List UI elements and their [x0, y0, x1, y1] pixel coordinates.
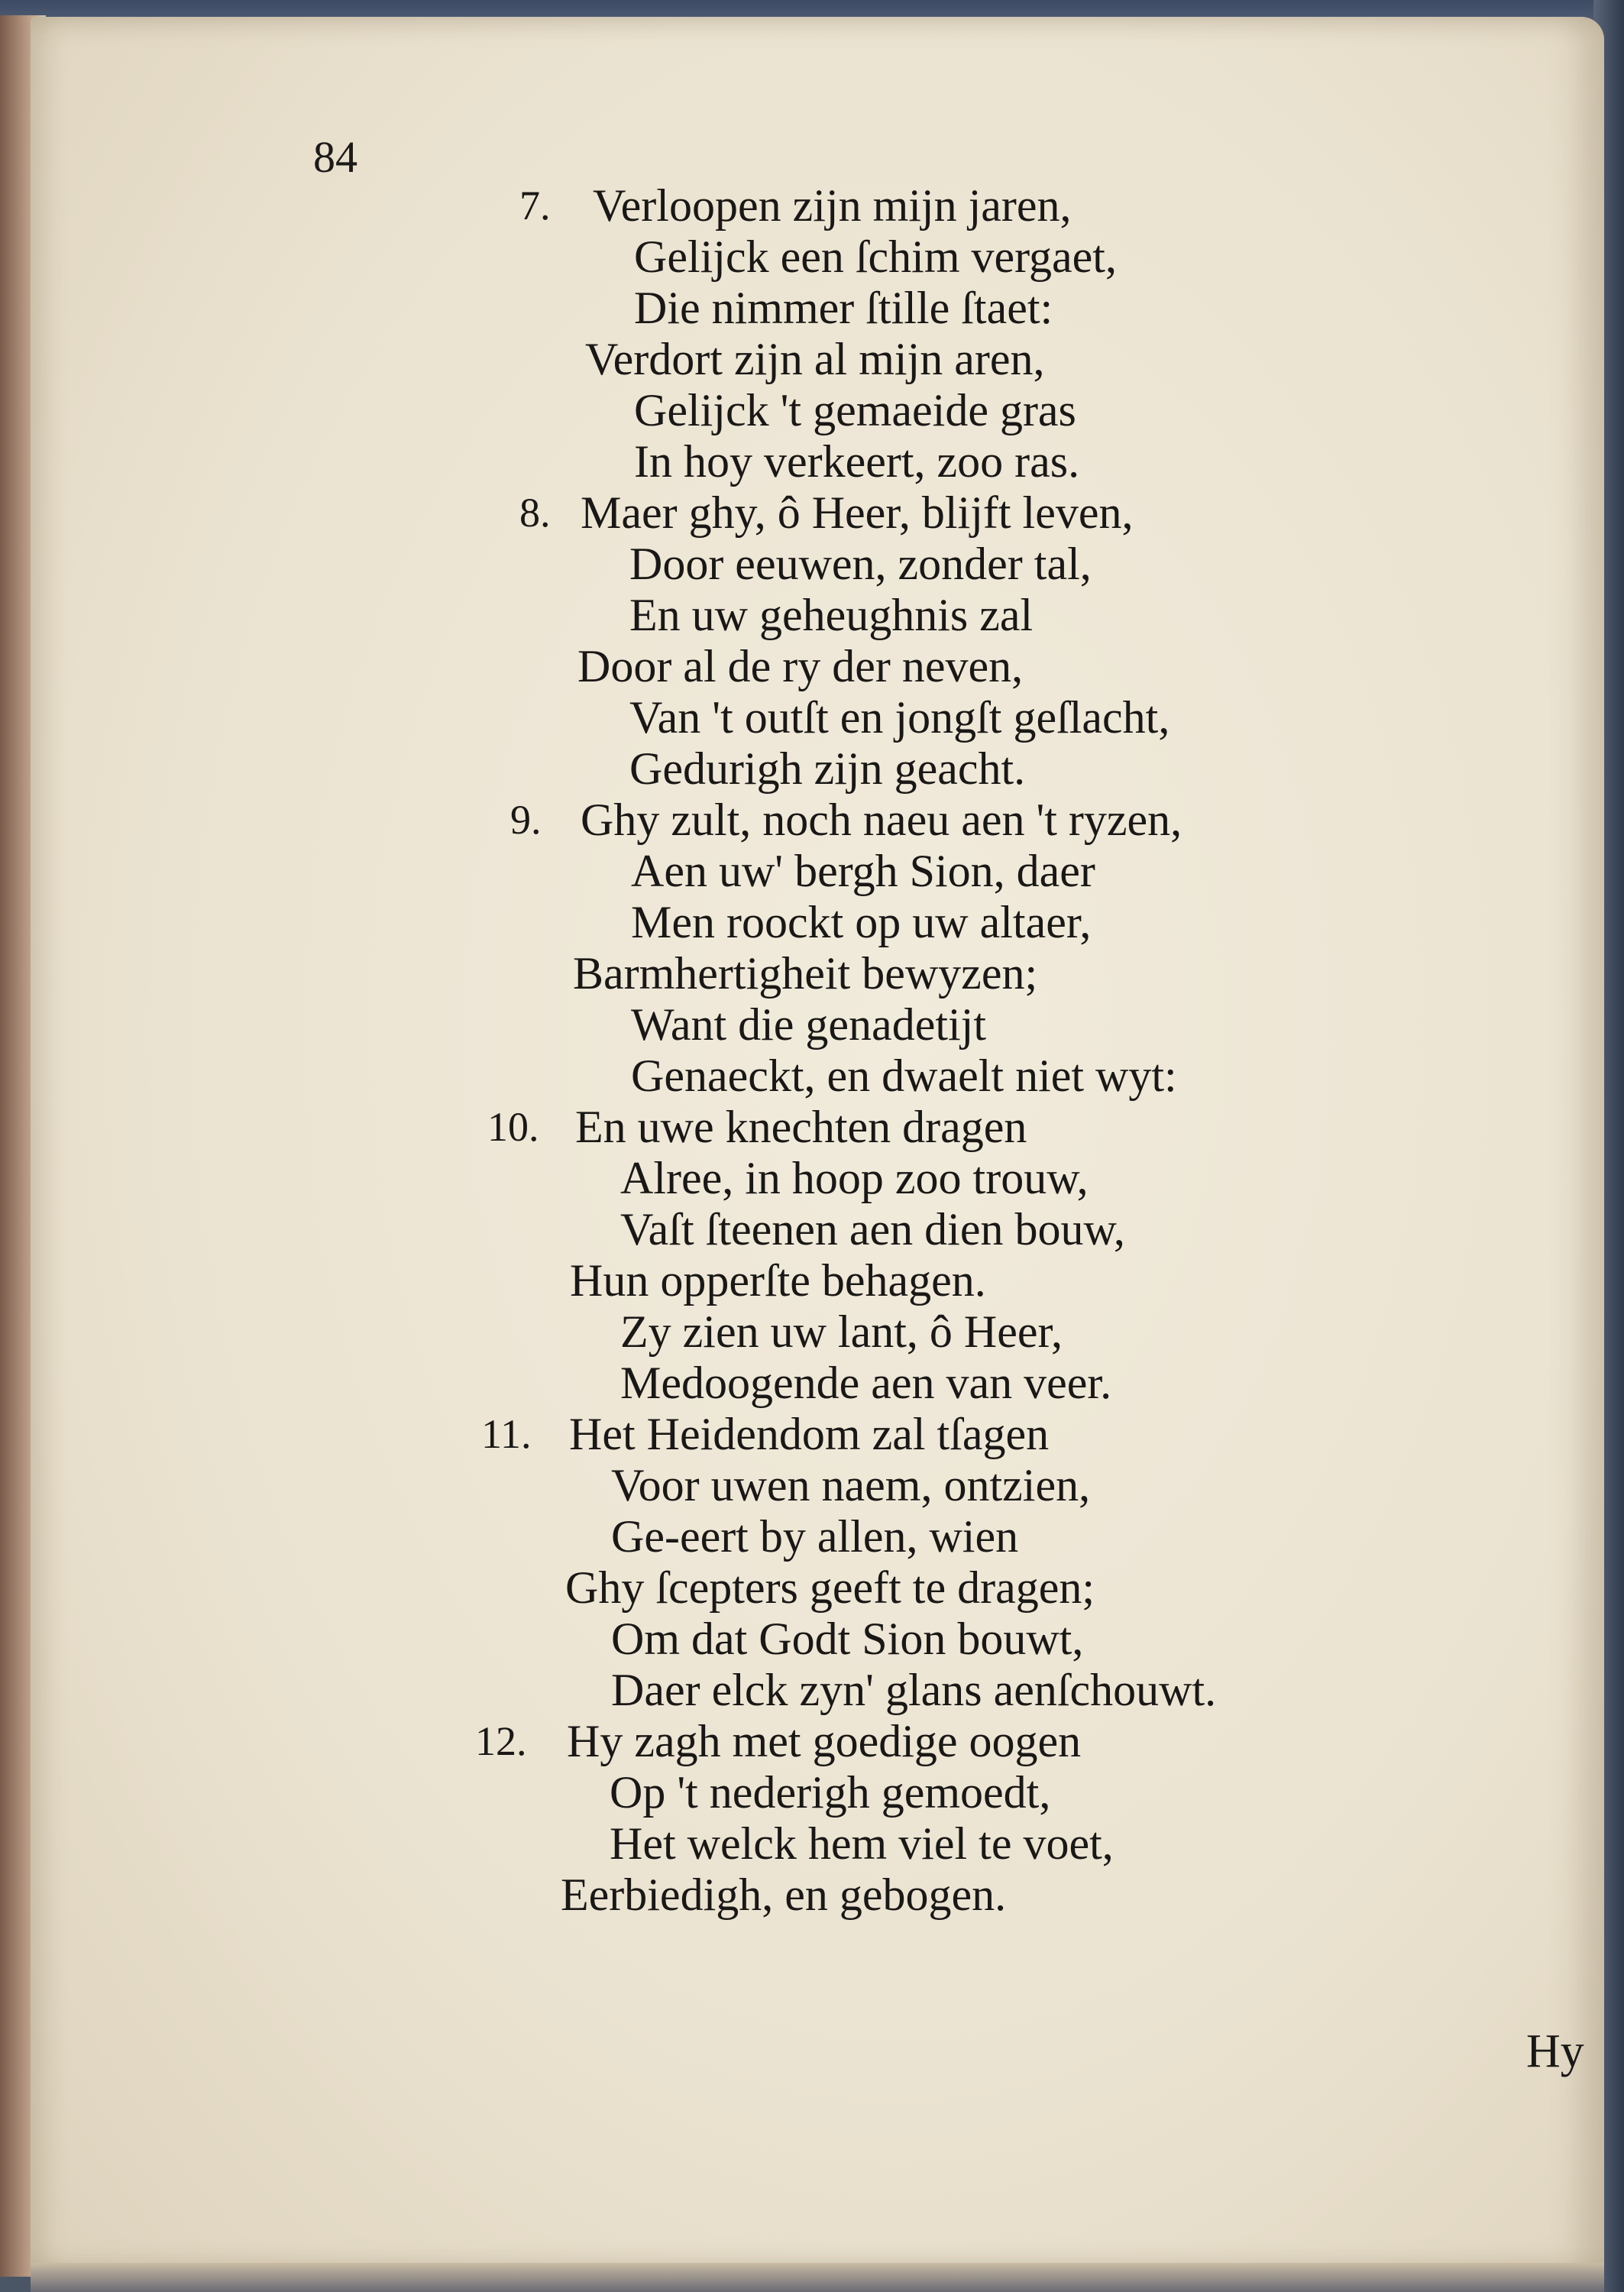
poem-line: Daer elck zyn' glans aenſchouwt. [611, 1665, 1217, 1715]
poem-line: Alree, in hoop zoo trouw, [620, 1153, 1089, 1203]
poem-line: Eerbiedigh, en gebogen. [561, 1870, 1007, 1920]
poem-line: Zy zien uw lant, ô Heer, [620, 1306, 1063, 1357]
book-bottom-edge [31, 2263, 1604, 2292]
poem-line: Medoogende aen van veer. [620, 1358, 1112, 1408]
poem-line: Hy zagh met goedige oogen [567, 1716, 1082, 1766]
poem-line: Vaſt ſteenen aen dien bouw, [620, 1204, 1125, 1254]
poem-line: Maer ghy, ô Heer, blijft leven, [581, 487, 1134, 538]
poem-line: En uwe knechten dragen [575, 1102, 1027, 1152]
verse-number: 8. [519, 490, 551, 536]
poem-line: Om dat Godt Sion bouwt, [611, 1614, 1084, 1664]
poem-line: Gelijck 't gemaeide gras [634, 385, 1076, 435]
catchword: Hy [1526, 2025, 1584, 2077]
poem-line: Ghy zult, noch naeu aen 't ryzen, [581, 795, 1182, 845]
poem-line: In hoy verkeert, zoo ras. [634, 436, 1080, 487]
verse-number: 7. [519, 183, 551, 228]
poem-line: Ghy ſcepters geeft te dragen; [565, 1562, 1095, 1613]
poem-line: Op 't nederigh gemoedt, [610, 1767, 1051, 1818]
poem-line: Door al de ry der neven, [577, 641, 1024, 691]
poem-line: Barmhertigheit bewyzen; [573, 948, 1038, 999]
poem-line: Genaeckt, en dwaelt niet wyt: [631, 1050, 1177, 1101]
verse-number: 9. [510, 797, 542, 843]
poem-line: Hun opperſte behagen. [570, 1255, 986, 1306]
poem-line: Verdort zijn al mijn aren, [585, 334, 1045, 384]
verse-number: 12. [475, 1718, 527, 1764]
poem-line: Voor uwen naem, ontzien, [611, 1460, 1091, 1510]
poem-line: Gelijck een ſchim vergaet, [634, 231, 1117, 282]
poem-line: Verloopen zijn mijn jaren, [593, 180, 1072, 231]
page-number: 84 [313, 132, 357, 182]
poem-line: Men roockt op uw altaer, [631, 897, 1092, 947]
poem-line: En uw geheughnis zal [629, 590, 1034, 640]
poem-line: Want die genadetijt [631, 999, 986, 1050]
poem-line: Gedurigh zijn geacht. [629, 743, 1026, 794]
poem-line: Van 't outſt en jongſt geſlacht, [629, 692, 1170, 743]
verse-number: 10. [487, 1104, 539, 1150]
poem-line: Ge-eert by allen, wien [611, 1511, 1019, 1562]
poem-line: Het welck hem viel te voet, [610, 1818, 1114, 1869]
poem-line: Het Heidendom zal tſagen [569, 1409, 1050, 1459]
poem-line: Door eeuwen, zonder tal, [629, 539, 1092, 589]
poem-line: Die nimmer ſtille ſtaet: [634, 283, 1053, 333]
poem-line: Aen uw' bergh Sion, daer [631, 846, 1095, 896]
verse-number: 11. [481, 1411, 532, 1457]
book-page [31, 17, 1604, 2271]
